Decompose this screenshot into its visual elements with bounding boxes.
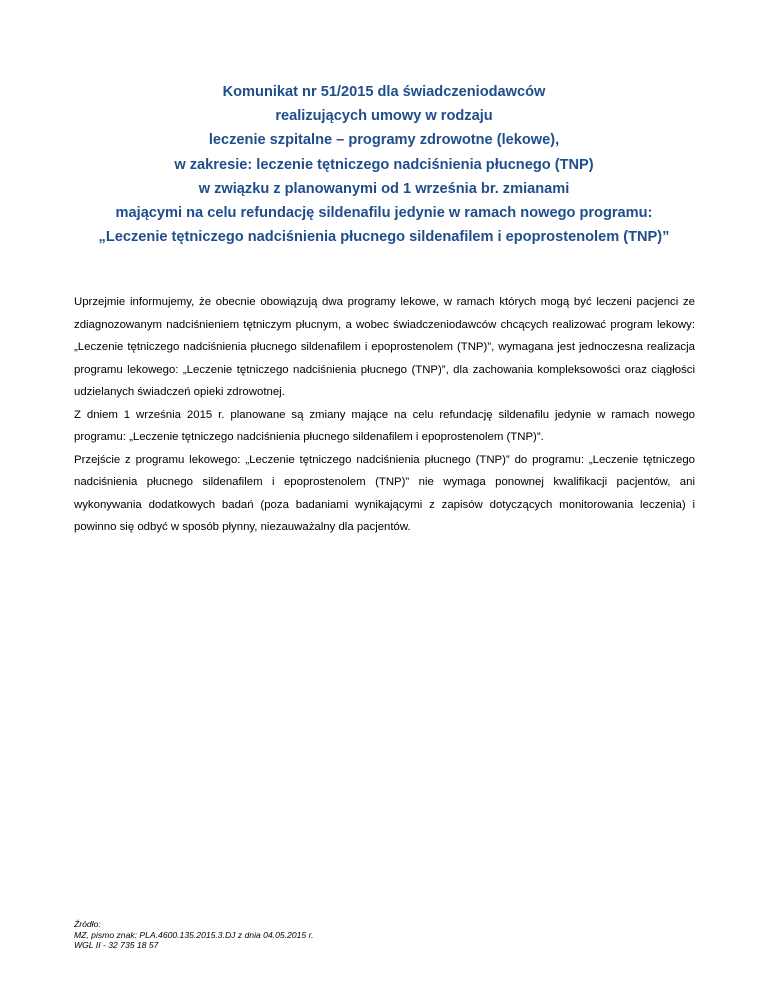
source-footer [74,919,574,951]
title-line: „Leczenie tętniczego nadciśnienia płucnego sildenafilem i epoprostenolem (TNP)” [98,229,670,246]
title-line: w związku z planowanymi od 1 września br. zmianami [198,180,570,197]
footer-contact: WGL II - 32 735 18 57 [74,940,159,951]
announcement-title [40,80,728,249]
title-line: leczenie szpitalne – programy zdrowotne (lekowe), [208,132,560,149]
footer-source-reference: MZ, pismo znak: PLA.4600.135.2015.3.DJ z dnia 04.05.2015 r. [74,929,314,940]
title-line: realizujących umowy w rodzaju [275,108,493,125]
body-paragraph: Z dniem 1 września 2015 r. planowane są zmiany mające na celu refundację sildenafilu jedynie w ramach nowego programu: „Leczenie tętniczego nadciśnienia płucnego sildenafilem i epoprostenolem (TNP)”. [74,408,695,443]
body-paragraph: Przejście z programu lekowego: „Leczenie tętniczego nadciśnienia płucnego (TNP)” do programu: „Leczenie tętniczego nadciśnienia płucnego sildenafilem i epoprostenolem (TNP)” nie wymaga ponownej kwalifikacji pacjentów, ani wykonywania dodatkowych badań (poza badaniami wynikającymi z zapisów dotyczących monitorowania leczenia) i powinno się odbyć w sposób płynny, niezauważalny dla pacjentów. [74,453,695,533]
footer-source-label: Źródło: [74,919,101,929]
body-paragraph: Uprzejmie informujemy, że obecnie obowiązują dwa programy lekowe, w ramach których mogą być leczeni pacjenci ze zdiagnozowanym nadciśnieniem tętniczym płucnym, a wobec świadczeniodawców chcących realizować program lekowy: „Leczenie tętniczego nadciśnienia płucnego sildenafilem i epoprostenolem (TNP)”, wymagana jest jednoczesna realizacja programu lekowego: „Leczenie tętniczego nadciśnienia płucnego (TNP)”, dla zachowania kompleksowości oraz ciągłości udzielanych świadczeń opieki zdrowotnej. [74,296,695,398]
title-line: w zakresie: leczenie tętniczego nadciśnienia płucnego (TNP) [174,156,594,173]
title-line: mającymi na celu refundację sildenafilu jedynie w ramach nowego programu: [115,205,653,222]
announcement-body [74,291,695,539]
title-line: Komunikat nr 51/2015 dla świadczeniodawców [222,84,546,100]
